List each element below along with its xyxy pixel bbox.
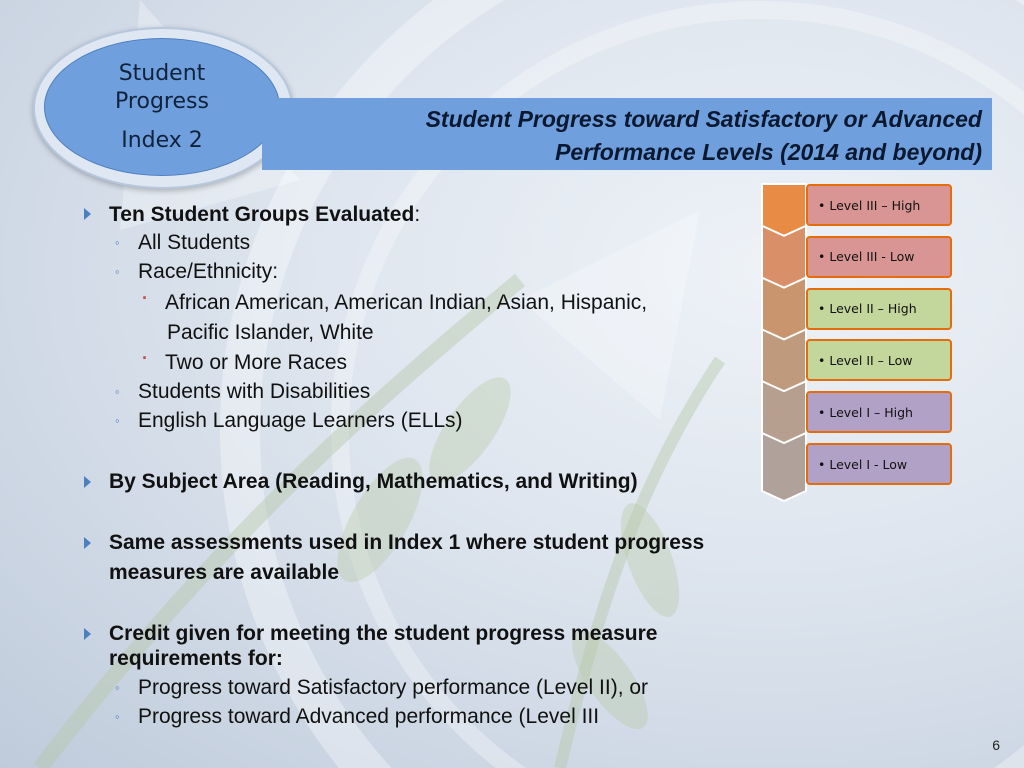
- bullet-assessments-line-1: Same assessments used in Index 1 where student progress: [109, 531, 705, 554]
- level-box-4: [806, 339, 952, 381]
- circle-bullet-icon: ◦: [115, 680, 120, 695]
- badge-line-2: Progress: [115, 89, 209, 114]
- sub-progress-satisfactory: Progress toward Satisfactory performance (Level II), or: [138, 676, 649, 699]
- level-label: • Level I - Low: [818, 456, 908, 472]
- race-item-1-line-1: African American, American Indian, Asian, Hispanic,: [165, 291, 648, 314]
- level-box-2: [806, 236, 952, 278]
- level-label: • Level III - Low: [818, 249, 915, 265]
- level-label: • Level I – High: [818, 404, 913, 420]
- circle-bullet-icon: ◦: [115, 384, 120, 399]
- dot-bullet-icon: ·: [142, 348, 148, 368]
- race-item-1-line-2: Pacific Islander, White: [167, 321, 374, 344]
- badge-line-3: Index 2: [121, 128, 203, 153]
- bullet-credit-line-1: Credit given for meeting the student progress measure: [109, 622, 658, 645]
- badge-line-1: Student: [118, 61, 206, 86]
- level-box-3: [806, 288, 952, 330]
- level-label: • Level III – High: [818, 197, 921, 213]
- slide-title-line-1: Student Progress toward Satisfactory or Advanced: [425, 106, 982, 132]
- sub-disabilities: Students with Disabilities: [138, 380, 371, 403]
- slide-title-line-2: Performance Levels (2014 and beyond): [555, 139, 982, 165]
- circle-bullet-icon: ◦: [115, 709, 120, 724]
- bullet-assessments-line-2: measures are available: [109, 561, 339, 584]
- circle-bullet-icon: ◦: [115, 235, 120, 250]
- race-item-2: Two or More Races: [165, 351, 348, 374]
- level-label: • Level II – High: [818, 301, 917, 317]
- circle-bullet-icon: ◦: [115, 264, 120, 279]
- sub-progress-advanced: Progress toward Advanced performance (Level III: [138, 705, 600, 728]
- circle-bullet-icon: ◦: [115, 413, 120, 428]
- sub-race-ethnicity: Race/Ethnicity:: [138, 260, 279, 283]
- level-box-1: [806, 184, 952, 226]
- groups-label: Ten Student Groups Evaluated: [109, 203, 415, 226]
- sub-all-students: All Students: [138, 231, 251, 254]
- level-label: • Level II – Low: [818, 352, 913, 368]
- groups-colon: :: [414, 203, 421, 226]
- level-box-5: [806, 391, 952, 433]
- level-box-6: [806, 443, 952, 485]
- dot-bullet-icon: ·: [142, 288, 148, 308]
- page-number: 6: [992, 737, 1000, 753]
- bullet-credit-line-2: requirements for:: [109, 647, 283, 670]
- level-chevron-6: [762, 433, 806, 501]
- bullet-subject-area: By Subject Area (Reading, Mathematics, and Writing): [109, 470, 638, 493]
- sub-ells: English Language Learners (ELLs): [138, 409, 463, 432]
